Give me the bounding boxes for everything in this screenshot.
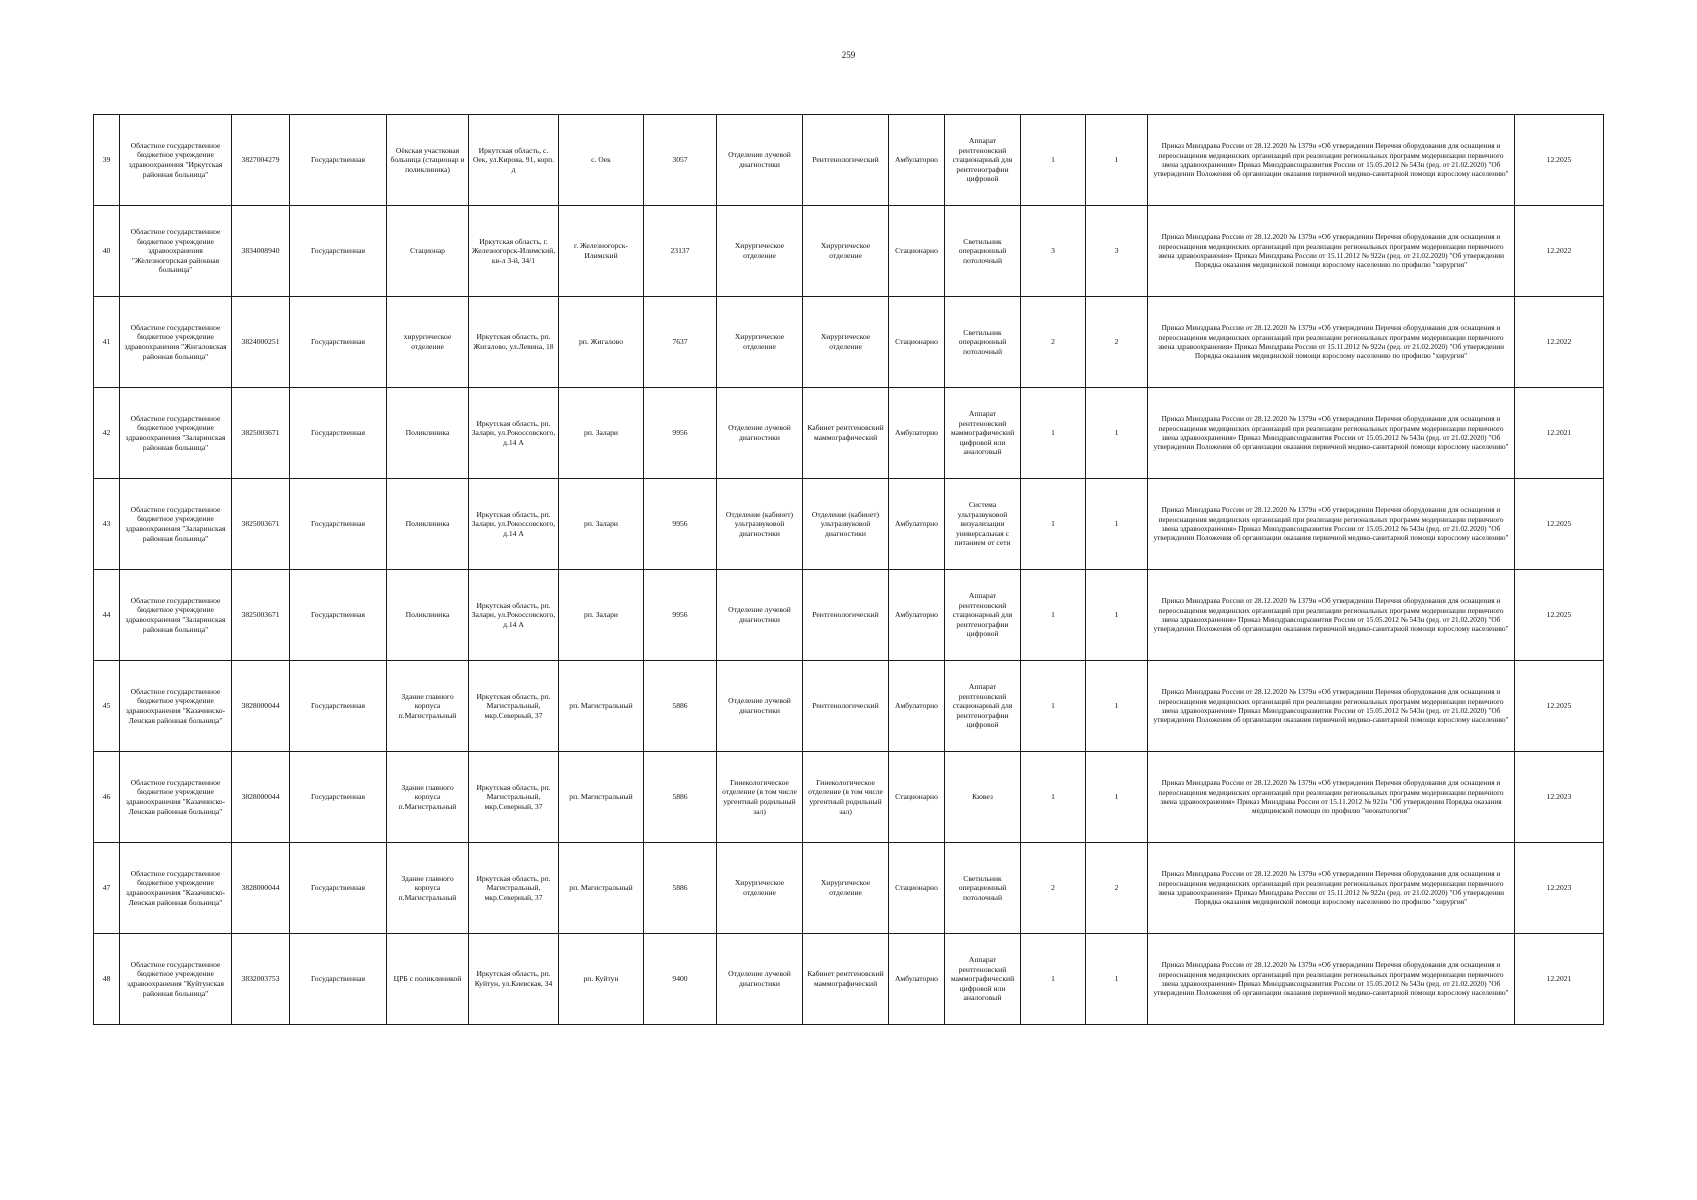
ownership-form-cell: Государственная	[290, 570, 387, 661]
row-number-cell: 42	[94, 388, 120, 479]
population-cell: 5886	[644, 661, 717, 752]
quantity-total-cell: 1	[1086, 752, 1148, 843]
quantity-total-cell: 1	[1086, 570, 1148, 661]
locality-cell: с. Оек	[559, 115, 644, 206]
care-condition-cell: Амбулаторно	[889, 661, 945, 752]
equipment-name-cell: Аппарат рентгеновский маммографический цифровой или аналоговый	[945, 934, 1021, 1025]
locality-cell: рп. Магистральный	[559, 661, 644, 752]
locality-cell: рп. Залари	[559, 479, 644, 570]
ownership-form-cell: Государственная	[290, 297, 387, 388]
row-number-cell: 45	[94, 661, 120, 752]
locality-cell: рп. Залари	[559, 388, 644, 479]
address-cell: Иркутская область, рп. Куйтун, ул.Киевская, 34	[469, 934, 559, 1025]
inn-code-cell: 3828000044	[232, 661, 290, 752]
care-condition-cell: Амбулаторно	[889, 115, 945, 206]
population-cell: 9400	[644, 934, 717, 1025]
population-cell: 5886	[644, 843, 717, 934]
room-cell: Кабинет рентгеновский маммографический	[803, 388, 889, 479]
inn-code-cell: 3828000044	[232, 843, 290, 934]
quantity-total-cell: 2	[1086, 843, 1148, 934]
room-cell: Хирургическое отделение	[803, 206, 889, 297]
table-row	[94, 843, 1604, 934]
row-number-cell: 48	[94, 934, 120, 1025]
department-cell: Отделение (кабинет) ультразвуковой диагностики	[717, 479, 803, 570]
organization-name-cell: Областное государственное бюджетное учреждение здравоохранения "Казачинско-Ленская районная больница"	[120, 752, 232, 843]
room-cell: Кабинет рентгеновский маммографический	[803, 934, 889, 1025]
department-cell: Хирургическое отделение	[717, 206, 803, 297]
legal-basis-cell: Приказ Минздрава России от 28.12.2020 № 1379н «Об утверждении Перечня оборудования для оснащения и переоснащения медицинских организаций при реализации региональных программ модернизации первичного звена здравоохранения» Приказ Минздравсоцразвития России от 15.05.2012 № 543н (ред. от 21.02.2020) "Об утверждении Положения об организации оказания первичной медико-санитарной помощи взрослому населению"	[1148, 479, 1515, 570]
locality-cell: г. Железногорск-Илимский	[559, 206, 644, 297]
organization-name-cell: Областное государственное бюджетное учреждение здравоохранения "Заларинская районная больница"	[120, 479, 232, 570]
delivery-date-cell: 12.2023	[1515, 843, 1604, 934]
population-cell: 23137	[644, 206, 717, 297]
quantity-total-cell: 1	[1086, 934, 1148, 1025]
address-cell: Иркутская область, рп. Магистральный, мкр.Северный, 37	[469, 752, 559, 843]
room-cell: Рентгенологический	[803, 115, 889, 206]
inn-code-cell: 3825003671	[232, 388, 290, 479]
quantity-planned-cell: 1	[1021, 570, 1086, 661]
address-cell: Иркутская область, рп. Жигалово, ул.Левина, 18	[469, 297, 559, 388]
department-cell: Отделение лучевой диагностики	[717, 388, 803, 479]
locality-cell: рп. Жигалово	[559, 297, 644, 388]
table-row	[94, 206, 1604, 297]
quantity-planned-cell: 1	[1021, 115, 1086, 206]
structural-unit-cell: Здание главного корпуса п.Магистральный	[387, 661, 469, 752]
table-row	[94, 115, 1604, 206]
population-cell: 9956	[644, 479, 717, 570]
equipment-name-cell: Светильник операционный потолочный	[945, 297, 1021, 388]
delivery-date-cell: 12.2021	[1515, 388, 1604, 479]
legal-basis-cell: Приказ Минздрава России от 28.12.2020 № 1379н «Об утверждении Перечня оборудования для оснащения и переоснащения медицинских организаций при реализации региональных программ модернизации первичного звена здравоохранения» Приказ Минздрава России от 15.11.2012 № 922н (ред. от 21.02.2020) "Об утверждении Порядка оказания медицинской помощи взрослому населению по профилю "хирургия"	[1148, 206, 1515, 297]
inn-code-cell: 3825003671	[232, 570, 290, 661]
ownership-form-cell: Государственная	[290, 206, 387, 297]
table-row	[94, 752, 1604, 843]
quantity-planned-cell: 2	[1021, 843, 1086, 934]
row-number-cell: 46	[94, 752, 120, 843]
address-cell: Иркутская область, г. Железногорск-Илимский, кв-л 3-й, 34/1	[469, 206, 559, 297]
row-number-cell: 43	[94, 479, 120, 570]
department-cell: Отделение лучевой диагностики	[717, 570, 803, 661]
structural-unit-cell: Оёкская участковая больница (стационар и поликлиника)	[387, 115, 469, 206]
population-cell: 9956	[644, 570, 717, 661]
table-row	[94, 570, 1604, 661]
care-condition-cell: Амбулаторно	[889, 479, 945, 570]
care-condition-cell: Стационарно	[889, 206, 945, 297]
quantity-planned-cell: 1	[1021, 388, 1086, 479]
population-cell: 3057	[644, 115, 717, 206]
legal-basis-cell: Приказ Минздрава России от 28.12.2020 № 1379н «Об утверждении Перечня оборудования для оснащения и переоснащения медицинских организаций при реализации региональных программ модернизации первичного звена здравоохранения» Приказ Минздрава России от 15.11.2012 № 922н (ред. от 21.02.2020) "Об утверждении Порядка оказания медицинской помощи взрослому населению по профилю "хирургия"	[1148, 843, 1515, 934]
address-cell: Иркутская область, рп. Магистральный, мкр.Северный, 37	[469, 843, 559, 934]
locality-cell: рп. Магистральный	[559, 752, 644, 843]
department-cell: Отделение лучевой диагностики	[717, 934, 803, 1025]
inn-code-cell: 3834008940	[232, 206, 290, 297]
ownership-form-cell: Государственная	[290, 388, 387, 479]
quantity-total-cell: 1	[1086, 388, 1148, 479]
department-cell: Отделение лучевой диагностики	[717, 661, 803, 752]
delivery-date-cell: 12.2022	[1515, 206, 1604, 297]
row-number-cell: 41	[94, 297, 120, 388]
quantity-total-cell: 1	[1086, 479, 1148, 570]
organization-name-cell: Областное государственное бюджетное учреждение здравоохранения "Заларинская районная больница"	[120, 570, 232, 661]
room-cell: Рентгенологический	[803, 661, 889, 752]
organization-name-cell: Областное государственное бюджетное учреждение здравоохранения "Железногорская районная больница"	[120, 206, 232, 297]
ownership-form-cell: Государственная	[290, 479, 387, 570]
table-row	[94, 934, 1604, 1025]
structural-unit-cell: Поликлиника	[387, 388, 469, 479]
population-cell: 5886	[644, 752, 717, 843]
organization-name-cell: Областное государственное бюджетное учреждение здравоохранения "Жигаловская районная больница"	[120, 297, 232, 388]
legal-basis-cell: Приказ Минздрава России от 28.12.2020 № 1379н «Об утверждении Перечня оборудования для оснащения и переоснащения медицинских организаций при реализации региональных программ модернизации первичного звена здравоохранения» Приказ Минздрава России от 15.11.2012 № 921н "Об утверждении Порядка оказания медицинской помощи по профилю "неонатология"	[1148, 752, 1515, 843]
table-row	[94, 479, 1604, 570]
row-number-cell: 47	[94, 843, 120, 934]
delivery-date-cell: 12.2025	[1515, 479, 1604, 570]
table-row	[94, 297, 1604, 388]
delivery-date-cell: 12.2025	[1515, 115, 1604, 206]
legal-basis-cell: Приказ Минздрава России от 28.12.2020 № 1379н «Об утверждении Перечня оборудования для оснащения и переоснащения медицинских организаций при реализации региональных программ модернизации первичного звена здравоохранения» Приказ Минздравсоцразвития России от 15.05.2012 № 543н (ред. от 21.02.2020) "Об утверждении Положения об организации оказания первичной медико-санитарной помощи взрослому населению"	[1148, 934, 1515, 1025]
organization-name-cell: Областное государственное бюджетное учреждение здравоохранения "Казачинско-Ленская районная больница"	[120, 843, 232, 934]
locality-cell: рп. Магистральный	[559, 843, 644, 934]
legal-basis-cell: Приказ Минздрава России от 28.12.2020 № 1379н «Об утверждении Перечня оборудования для оснащения и переоснащения медицинских организаций при реализации региональных программ модернизации первичного звена здравоохранения» Приказ Минздравсоцразвития России от 15.05.2012 № 543н (ред. от 21.02.2020) "Об утверждении Положения об организации оказания первичной медико-санитарной помощи взрослому населению"	[1148, 661, 1515, 752]
legal-basis-cell: Приказ Минздрава России от 28.12.2020 № 1379н «Об утверждении Перечня оборудования для оснащения и переоснащения медицинских организаций при реализации региональных программ модернизации первичного звена здравоохранения» Приказ Минздрава России от 15.11.2012 № 922н (ред. от 21.02.2020) "Об утверждении Порядка оказания медицинской помощи взрослому населению по профилю "хирургия"	[1148, 297, 1515, 388]
row-number-cell: 44	[94, 570, 120, 661]
inn-code-cell: 3828000044	[232, 752, 290, 843]
ownership-form-cell: Государственная	[290, 115, 387, 206]
equipment-name-cell: Светильник операционный потолочный	[945, 206, 1021, 297]
department-cell: Отделение лучевой диагностики	[717, 115, 803, 206]
inn-code-cell: 3825003671	[232, 479, 290, 570]
quantity-total-cell: 3	[1086, 206, 1148, 297]
quantity-planned-cell: 1	[1021, 934, 1086, 1025]
delivery-date-cell: 12.2025	[1515, 661, 1604, 752]
equipment-registry-table	[93, 114, 1604, 1025]
inn-code-cell: 3827004279	[232, 115, 290, 206]
row-number-cell: 40	[94, 206, 120, 297]
quantity-planned-cell: 1	[1021, 661, 1086, 752]
structural-unit-cell: Поликлиника	[387, 479, 469, 570]
quantity-planned-cell: 1	[1021, 752, 1086, 843]
table-row	[94, 388, 1604, 479]
room-cell: Хирургическое отделение	[803, 297, 889, 388]
quantity-planned-cell: 3	[1021, 206, 1086, 297]
address-cell: Иркутская область, с. Оек, ул.Кирова, 91, корп. д	[469, 115, 559, 206]
equipment-name-cell: Система ультразвуковой визуализации универсальная с питанием от сети	[945, 479, 1021, 570]
structural-unit-cell: хирургическое отделение	[387, 297, 469, 388]
care-condition-cell: Амбулаторно	[889, 388, 945, 479]
equipment-name-cell: Аппарат рентгеновский маммографический цифровой или аналоговый	[945, 388, 1021, 479]
organization-name-cell: Областное государственное бюджетное учреждение здравоохранения "Казачинско-Ленская районная больница"	[120, 661, 232, 752]
legal-basis-cell: Приказ Минздрава России от 28.12.2020 № 1379н «Об утверждении Перечня оборудования для оснащения и переоснащения медицинских организаций при реализации региональных программ модернизации первичного звена здравоохранения» Приказ Минздравсоцразвития России от 15.05.2012 № 543н (ред. от 21.02.2020) "Об утверждении Положения об организации оказания первичной медико-санитарной помощи взрослому населению"	[1148, 115, 1515, 206]
organization-name-cell: Областное государственное бюджетное учреждение здравоохранения "Заларинская районная больница"	[120, 388, 232, 479]
page-number: 259	[841, 50, 856, 60]
row-number-cell: 39	[94, 115, 120, 206]
care-condition-cell: Амбулаторно	[889, 570, 945, 661]
ownership-form-cell: Государственная	[290, 843, 387, 934]
delivery-date-cell: 12.2025	[1515, 570, 1604, 661]
delivery-date-cell: 12.2021	[1515, 934, 1604, 1025]
room-cell: Отделение (кабинет) ультразвуковой диагностики	[803, 479, 889, 570]
equipment-name-cell: Аппарат рентгеновский стационарный для рентгенографии цифровой	[945, 115, 1021, 206]
room-cell: Хирургическое отделение	[803, 843, 889, 934]
structural-unit-cell: Стационар	[387, 206, 469, 297]
structural-unit-cell: Поликлиника	[387, 570, 469, 661]
structural-unit-cell: Здание главного корпуса п.Магистральный	[387, 843, 469, 934]
address-cell: Иркутская область, рп. Залари, ул.Рокоссовского, д.14 А	[469, 570, 559, 661]
equipment-name-cell: Светильник операционный потолочный	[945, 843, 1021, 934]
structural-unit-cell: Здание главного корпуса п.Магистральный	[387, 752, 469, 843]
room-cell: Рентгенологический	[803, 570, 889, 661]
population-cell: 9956	[644, 388, 717, 479]
quantity-total-cell: 2	[1086, 297, 1148, 388]
quantity-total-cell: 1	[1086, 115, 1148, 206]
care-condition-cell: Стационарно	[889, 843, 945, 934]
address-cell: Иркутская область, рп. Залари, ул.Рокоссовского, д.14 А	[469, 388, 559, 479]
quantity-planned-cell: 2	[1021, 297, 1086, 388]
ownership-form-cell: Государственная	[290, 752, 387, 843]
legal-basis-cell: Приказ Минздрава России от 28.12.2020 № 1379н «Об утверждении Перечня оборудования для оснащения и переоснащения медицинских организаций при реализации региональных программ модернизации первичного звена здравоохранения» Приказ Минздравсоцразвития России от 15.05.2012 № 543н (ред. от 21.02.2020) "Об утверждении Положения об организации оказания первичной медико-санитарной помощи взрослому населению"	[1148, 388, 1515, 479]
department-cell: Хирургическое отделение	[717, 843, 803, 934]
room-cell: Гинекологическое отделение (в том числе ургентный родильный зал)	[803, 752, 889, 843]
locality-cell: рп. Залари	[559, 570, 644, 661]
population-cell: 7637	[644, 297, 717, 388]
structural-unit-cell: ЦРБ с поликлиникой	[387, 934, 469, 1025]
organization-name-cell: Областное государственное бюджетное учреждение здравоохранения "Куйтунская районная больница"	[120, 934, 232, 1025]
care-condition-cell: Амбулаторно	[889, 934, 945, 1025]
ownership-form-cell: Государственная	[290, 661, 387, 752]
table-row	[94, 661, 1604, 752]
ownership-form-cell: Государственная	[290, 934, 387, 1025]
equipment-name-cell: Кювез	[945, 752, 1021, 843]
address-cell: Иркутская область, рп. Залари, ул.Рокоссовского, д.14 А	[469, 479, 559, 570]
care-condition-cell: Стационарно	[889, 752, 945, 843]
care-condition-cell: Стационарно	[889, 297, 945, 388]
address-cell: Иркутская область, рп. Магистральный, мкр.Северный, 37	[469, 661, 559, 752]
delivery-date-cell: 12.2023	[1515, 752, 1604, 843]
inn-code-cell: 3824000251	[232, 297, 290, 388]
equipment-name-cell: Аппарат рентгеновский стационарный для рентгенографии цифровой	[945, 570, 1021, 661]
equipment-name-cell: Аппарат рентгеновский стационарный для рентгенографии цифровой	[945, 661, 1021, 752]
quantity-total-cell: 1	[1086, 661, 1148, 752]
locality-cell: рп. Куйтун	[559, 934, 644, 1025]
department-cell: Гинекологическое отделение (в том числе ургентный родильный зал)	[717, 752, 803, 843]
inn-code-cell: 3832003753	[232, 934, 290, 1025]
delivery-date-cell: 12.2022	[1515, 297, 1604, 388]
quantity-planned-cell: 1	[1021, 479, 1086, 570]
legal-basis-cell: Приказ Минздрава России от 28.12.2020 № 1379н «Об утверждении Перечня оборудования для оснащения и переоснащения медицинских организаций при реализации региональных программ модернизации первичного звена здравоохранения» Приказ Минздравсоцразвития России от 15.05.2012 № 543н (ред. от 21.02.2020) "Об утверждении Положения об организации оказания первичной медико-санитарной помощи взрослому населению"	[1148, 570, 1515, 661]
department-cell: Хирургическое отделение	[717, 297, 803, 388]
organization-name-cell: Областное государственное бюджетное учреждение здравоохранения "Иркутская районная больница"	[120, 115, 232, 206]
